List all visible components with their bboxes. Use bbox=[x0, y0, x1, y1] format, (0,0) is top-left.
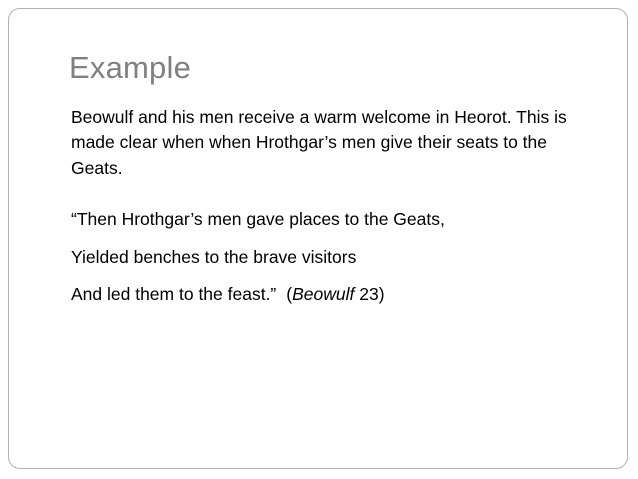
citation-open-paren: ( bbox=[286, 283, 293, 304]
quote-line-3-with-citation bbox=[71, 282, 581, 307]
citation-close-paren: ) bbox=[378, 283, 385, 304]
slide-body bbox=[71, 105, 581, 307]
quote-line-3-text: And led them to the feast.” bbox=[71, 283, 277, 304]
quote-line-2: Yielded benches to the brave visitors bbox=[71, 246, 357, 267]
citation-source: Beowulf bbox=[292, 283, 355, 304]
page-title: Example bbox=[69, 50, 192, 85]
slide-canvas bbox=[8, 8, 628, 469]
body-paragraph: Beowulf and his men receive a warm welcome in Heorot. This is made clear when when Hrothgar’s men give their seats to the Geats. bbox=[71, 107, 567, 178]
quote-line-1: “Then Hrothgar’s men gave places to the Geats, bbox=[71, 209, 445, 230]
citation-page: 23 bbox=[359, 283, 379, 304]
